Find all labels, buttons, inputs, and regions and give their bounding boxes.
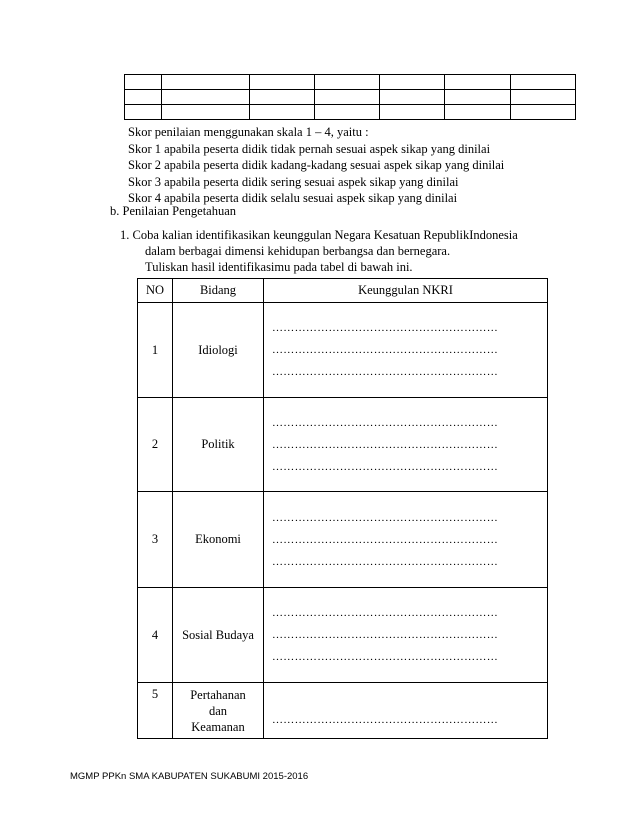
table-cell xyxy=(380,105,445,120)
row-bidang: Sosial Budaya xyxy=(173,588,264,683)
table-row xyxy=(138,398,548,492)
table-cell xyxy=(314,75,379,90)
dotted-line: …………………………………………………… xyxy=(272,533,498,546)
identification-table xyxy=(137,278,548,739)
table-cell xyxy=(510,75,575,90)
header-no: NO xyxy=(138,279,173,303)
table-header-row xyxy=(138,279,548,303)
table-cell xyxy=(380,75,445,90)
dotted-line: …………………………………………………… xyxy=(272,344,498,356)
rubric-table-fragment xyxy=(124,74,576,120)
table-cell xyxy=(125,75,162,90)
dotted-line: …………………………………………………… xyxy=(272,322,498,334)
table-row xyxy=(138,683,548,739)
dotted-line: …………………………………………………… xyxy=(272,460,498,473)
dotted-line: …………………………………………………… xyxy=(272,416,498,429)
table-cell xyxy=(510,105,575,120)
dotted-line: …………………………………………………… xyxy=(272,555,498,568)
table-cell xyxy=(445,105,510,120)
row-number: 4 xyxy=(138,588,173,683)
answer-cell[interactable] xyxy=(264,492,548,588)
task-instruction xyxy=(120,227,518,275)
dotted-line: …………………………………………………… xyxy=(272,511,498,524)
task-line: 1. Coba kalian identifikasikan keunggulan Negara Kesatuan RepublikIndonesia xyxy=(120,228,518,242)
table-cell xyxy=(161,90,249,105)
dotted-line: …………………………………………………… xyxy=(272,713,498,726)
page-footer: MGMP PPKn SMA KABUPATEN SUKABUMI 2015-2016 xyxy=(70,771,309,782)
table-cell xyxy=(314,90,379,105)
score-line: Skor 4 apabila peserta didik selalu sesuai aspek sikap yang dinilai xyxy=(128,191,458,205)
score-line: Skor 1 apabila peserta didik tidak pernah sesuai aspek sikap yang dinilai xyxy=(128,141,491,156)
table-cell xyxy=(249,90,314,105)
table-cell xyxy=(125,90,162,105)
score-description xyxy=(128,124,504,207)
task-line: Tuliskan hasil identifikasimu pada tabel di bawah ini. xyxy=(145,260,413,274)
dotted-line: …………………………………………………… xyxy=(272,607,498,619)
header-keunggulan: Keunggulan NKRI xyxy=(264,279,548,303)
row-number: 5 xyxy=(138,683,173,739)
table-cell xyxy=(249,75,314,90)
answer-cell[interactable] xyxy=(264,588,548,683)
row-bidang: Ekonomi xyxy=(173,492,264,588)
table-row xyxy=(138,588,548,683)
bidang-line: dan xyxy=(208,703,228,718)
row-number: 3 xyxy=(138,492,173,588)
table-cell xyxy=(445,90,510,105)
table-cell xyxy=(380,90,445,105)
header-bidang: Bidang xyxy=(173,279,264,303)
score-line: Skor penilaian menggunakan skala 1 – 4, yaitu : xyxy=(128,125,369,139)
answer-cell[interactable] xyxy=(264,303,548,398)
table-cell xyxy=(161,75,249,90)
table-row xyxy=(125,90,576,105)
answer-cell[interactable] xyxy=(264,683,548,739)
table-cell xyxy=(510,90,575,105)
table-cell xyxy=(314,105,379,120)
table-cell xyxy=(249,105,314,120)
row-number: 2 xyxy=(138,398,173,492)
row-number: 1 xyxy=(138,303,173,398)
task-line: dalam berbagai dimensi kehidupan berbangsa dan bernegara. xyxy=(145,244,451,258)
answer-cell[interactable] xyxy=(264,398,548,492)
table-row xyxy=(138,492,548,588)
table-row xyxy=(125,75,576,90)
table-cell xyxy=(445,75,510,90)
score-line: Skor 3 apabila peserta didik sering sesuai aspek sikap yang dinilai xyxy=(128,174,459,189)
row-bidang: Idiologi xyxy=(173,303,264,398)
dotted-line: …………………………………………………… xyxy=(272,366,498,378)
dotted-line: …………………………………………………… xyxy=(272,629,498,641)
table-cell xyxy=(125,105,162,120)
bidang-line: Keamanan xyxy=(191,719,245,734)
bidang-line: Pertahanan xyxy=(190,687,246,702)
row-bidang: Politik xyxy=(173,398,264,492)
dotted-line: …………………………………………………… xyxy=(272,438,498,451)
table-row xyxy=(138,303,548,398)
table-cell xyxy=(161,105,249,120)
dotted-line: …………………………………………………… xyxy=(272,651,498,663)
row-bidang xyxy=(173,683,264,739)
section-heading: b. Penilaian Pengetahuan xyxy=(110,204,237,218)
table-row xyxy=(125,105,576,120)
score-line: Skor 2 apabila peserta didik kadang-kadang sesuai aspek sikap yang dinilai xyxy=(128,158,505,172)
